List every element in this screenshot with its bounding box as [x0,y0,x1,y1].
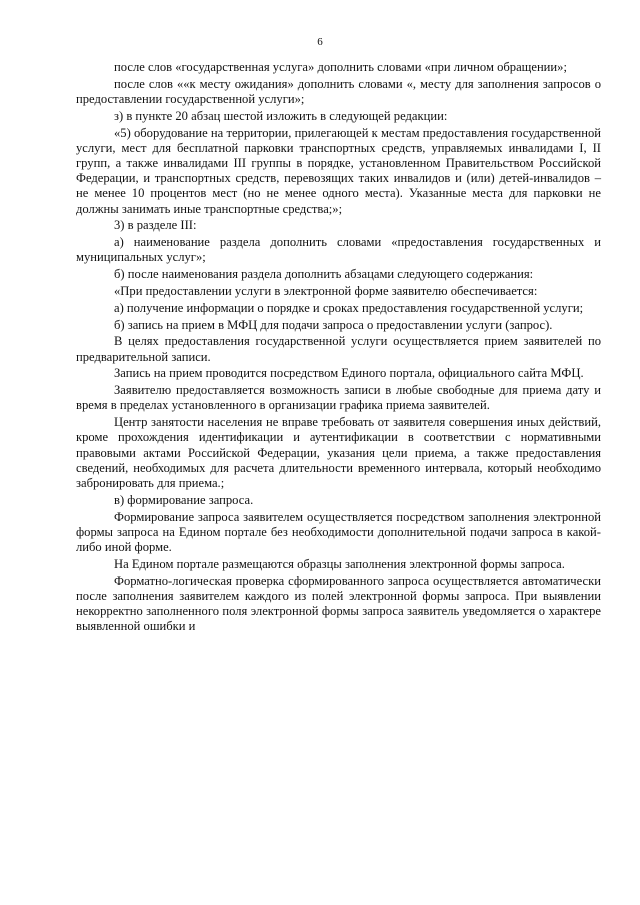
paragraph: Заявителю предоставляется возможность записи в любые свободные для приема дату и время в пределах установленного в организации графика приема заявителей. [76,383,601,413]
document-body [76,60,601,636]
paragraph: в) формирование запроса. [114,492,254,507]
paragraph: б) запись на прием в МФЦ для подачи запроса о предоставлении услуги (запрос). [114,317,553,332]
paragraph: «5) оборудование на территории, прилегающей к местам предоставления государственной услуги, мест для бесплатной парковки транспортных средств, управляемых инвалидами I, II групп, а также инвалидами III группы в порядке, установленном Правительством Российской Федерации, и транспортных средств, перевозящих таких инвалидов и (или) детей-инвалидов – не менее 10 процентов мест (но не менее одного места). Указанные места для парковки не должны занимать иные транспортные средства;»; [76,125,601,216]
paragraph: В целях предоставления государственной услуги осуществляется прием заявителей по предварительной записи. [76,334,601,364]
paragraph: после слов ««к месту ожидания» дополнить словами «, месту для заполнения запросов о предоставлении государственной услуги»; [76,76,601,106]
paragraph: з) в пункте 20 абзац шестой изложить в следующей редакции: [114,108,448,123]
paragraph: 3) в разделе III: [114,218,197,233]
page-number: 6 [317,36,323,48]
paragraph: «При предоставлении услуги в электронной форме заявителю обеспечивается: [114,284,538,298]
paragraph: после слов «государственная услуга» дополнить словами «при личном обращении»; [114,60,567,74]
paragraph: а) наименование раздела дополнить словами «предоставления государственных и муниципальных услуг»; [76,235,601,265]
paragraph: Форматно-логическая проверка сформированного запроса осуществляется автоматически после заполнения заявителем каждого из полей электронной формы запроса. При выявлении некорректно заполненного поля электронной формы запроса заявитель уведомляется о характере выявленной ошибки и [76,573,601,634]
paragraph: Формирование запроса заявителем осуществляется посредством заполнения электронной формы запроса на Едином портале без необходимости дополнительной подачи запроса в какой-либо иной форме. [76,509,601,554]
paragraph: Центр занятости населения не вправе требовать от заявителя совершения иных действий, кроме прохождения идентификации и аутентификации в соответствии с нормативными правовыми актами Российской Федерации, указания цели приема, а также предоставления сведений, необходимых для расчета длительности временного интервала, который необходимо забронировать для приема.; [76,415,601,490]
paragraph: Запись на прием проводится посредством Единого портала, официального сайта МФЦ. [114,366,584,381]
paragraph: На Едином портале размещаются образцы заполнения электронной формы запроса. [114,556,565,571]
paragraph: б) после наименования раздела дополнить абзацами следующего содержания: [114,267,534,282]
paragraph: а) получение информации о порядке и сроках предоставления государственной услуги; [114,300,584,315]
